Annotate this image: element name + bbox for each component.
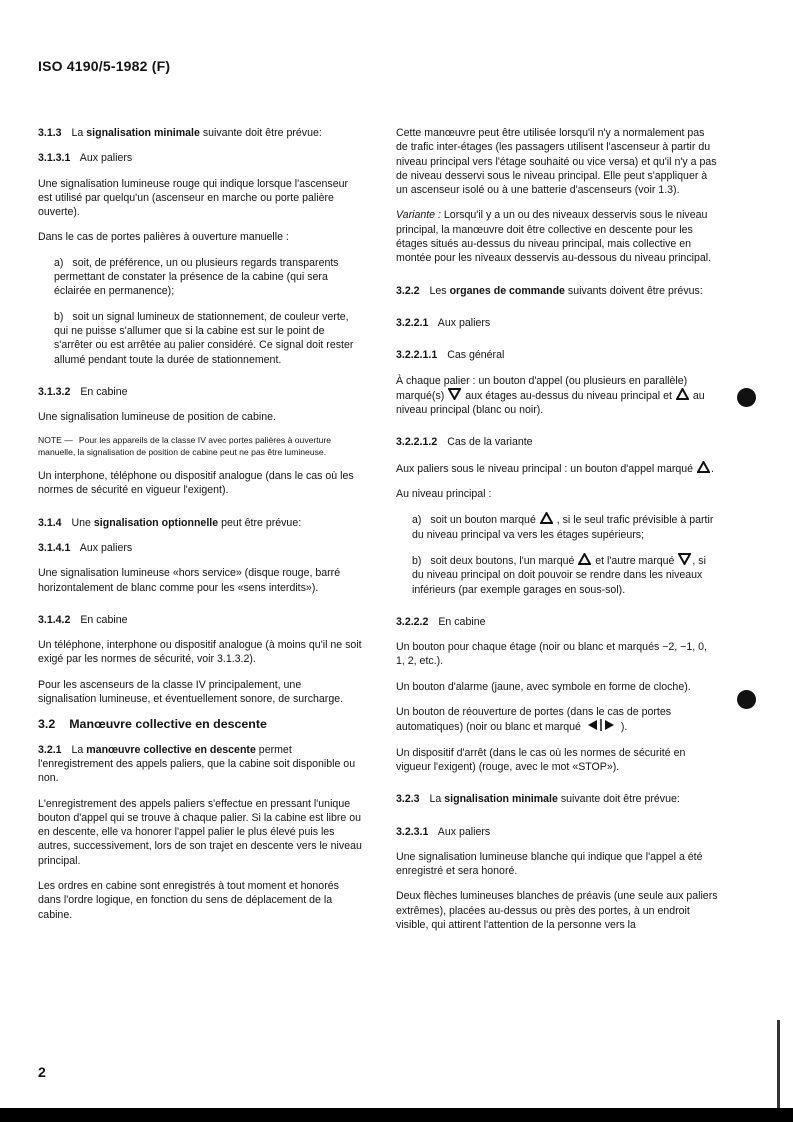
up-triangle-icon bbox=[578, 553, 591, 565]
section-3-1-3-2-heading: 3.1.3.2 En cabine bbox=[38, 385, 128, 398]
paragraph: Aux paliers sous le niveau principal : un bouton d'appel marqué . bbox=[396, 462, 714, 475]
up-triangle-icon bbox=[697, 461, 710, 473]
section-3-2-3-heading: 3.2.3 La signalisation minimale suivante doit être prévue: bbox=[396, 793, 680, 806]
paragraph: Une signalisation lumineuse blanche qui indique que l'appel a été enregistré et sera honoré. bbox=[396, 850, 703, 878]
section-3-2-3-1-heading: 3.2.3.1 Aux paliers bbox=[396, 825, 491, 838]
section-3-2-heading: 3.2 Manœuvre collective en descente bbox=[38, 717, 267, 732]
up-triangle-icon bbox=[676, 388, 689, 400]
section-3-2-2-1-heading: 3.2.2.1 Aux paliers bbox=[396, 316, 491, 329]
paragraph: Un bouton d'alarme (jaune, avec symbole en forme de cloche). bbox=[396, 680, 691, 693]
paragraph: L'enregistrement des appels paliers s'effectue en pressant l'unique bouton d'appel qui se trouve à chaque palier. Si la cabine est libre ou en descente, elle va honorer l'appel palier le plus élevé puis les autres, successivement, lors de son trajet en descente vers le niveau principal. bbox=[38, 797, 362, 867]
paragraph: Un téléphone, interphone ou dispositif analogue (à moins qu'il ne soit exigé par les normes de sécurité, voir 3.1.3.2). bbox=[38, 639, 362, 666]
paragraph: Une signalisation lumineuse de position de cabine. bbox=[38, 411, 276, 424]
door-reopen-icon bbox=[585, 719, 617, 731]
paragraph: Dans le cas de portes palières à ouverture manuelle : bbox=[38, 231, 289, 244]
section-3-2-1-paragraph: 3.2.1 La manœuvre collective en descente permet l'enregistrement des appels paliers, que la cabine soit disponible ou non. bbox=[38, 743, 356, 785]
paragraph: À chaque palier : un bouton d'appel (ou plusieurs en parallèle) marqué(s) aux étages au-dessus du niveau principal et au niveau principal (blanc ou noir). bbox=[396, 374, 705, 417]
list-item-b: b) soit un signal lumineux de stationnement, de couleur verte, qui ne puisse s'allumer que si la cabine est sur le point de s'arrêter ou est arrêtée au palier considéré. Ce signal doit rester allumé pendant toute la durée de stationnement. bbox=[54, 310, 354, 366]
scan-edge bbox=[777, 1020, 780, 1110]
section-3-1-4-1-heading: 3.1.4.1 Aux paliers bbox=[38, 541, 133, 554]
paragraph: Un bouton pour chaque étage (noir ou blanc et marqués −2, −1, 0, 1, 2, etc.). bbox=[396, 641, 707, 668]
section-3-2-2-1-2-heading: 3.2.2.1.2 Cas de la variante bbox=[396, 436, 533, 449]
paragraph: Un interphone, téléphone ou dispositif analogue (dans le cas où les normes de sécurité en vigueur l'exigent). bbox=[38, 470, 354, 497]
list-item-a: a) soit, de préférence, un ou plusieurs regards transparents permettant de constater la présence de la cabine (qui sera éclairée en permanence); bbox=[54, 256, 339, 298]
paragraph: Pour les ascenseurs de la classe IV principalement, une signalisation lumineuse, et éventuellement sonore, de surcharge. bbox=[38, 678, 344, 706]
margin-bullet-icon bbox=[737, 388, 756, 407]
section-3-1-4-2-heading: 3.1.4.2 En cabine bbox=[38, 613, 128, 626]
up-triangle-icon bbox=[540, 512, 553, 524]
document-id: ISO 4190/5-1982 (F) bbox=[38, 58, 171, 74]
paragraph: Les ordres en cabine sont enregistrés à tout moment et honorés dans l'ordre logique, en fonction du sens de déplacement de la cabine. bbox=[38, 879, 339, 921]
left-column bbox=[38, 126, 362, 933]
list-item-a: a) soit un bouton marqué , si le seul trafic prévisible à partir du niveau principal va vers les étages supérieurs; bbox=[412, 514, 714, 541]
down-triangle-icon bbox=[678, 553, 691, 565]
paragraph: Une signalisation lumineuse «hors service» (disque rouge, barré horizontalement de blanc comme pour les «sens interdits»). bbox=[38, 567, 341, 594]
margin-bullet-icon bbox=[737, 690, 756, 709]
right-column bbox=[396, 126, 718, 943]
section-3-2-2-heading: 3.2.2 Les organes de commande suivants doivent être prévus: bbox=[396, 284, 703, 297]
paragraph: Une signalisation lumineuse rouge qui indique lorsque l'ascenseur est utilisé par quelqu'un (ascenseur en marche ou porte palière ouverte). bbox=[38, 177, 349, 219]
paragraph: Un bouton de réouverture de portes (dans le cas de portes automatiques) (noir ou blanc et marqué ). bbox=[396, 706, 672, 734]
section-3-1-4-heading: 3.1.4 Une signalisation optionnelle peut être prévue: bbox=[38, 516, 302, 529]
paragraph: Au niveau principal : bbox=[396, 488, 492, 501]
paragraph: Cette manœuvre peut être utilisée lorsqu'il n'y a normalement pas de trafic inter-étages (les passagers utilisent l'ascenseur à partir du niveau principal vers l'étage souhaité ou vice versa) et qu'il n'y a pas de niveau desservi sous le niveau principal. Elle peut s'appliquer à un ascenseur isolé ou à une batterie d'ascenseurs (voir 1.3). bbox=[396, 127, 717, 197]
variante-paragraph: Variante : Lorsqu'il y a un ou des niveaux desservis sous le niveau principal, la manœuvre doit être collective en descente pour les étages situés au-dessus du niveau principal, mais collective en montée pour les niveaux desservis au-dessous du niveau principal. bbox=[396, 209, 712, 265]
paragraph: Un dispositif d'arrêt (dans le cas où les normes de sécurité en vigueur l'exigent) (rouge, avec le mot «STOP»). bbox=[396, 746, 686, 773]
note: NOTE — Pour les appareils de la classe IV avec portes palières à ouverture manuelle, la signalisation de position de cabine peut ne pas être lumineuse. bbox=[38, 435, 332, 457]
section-3-2-2-1-1-heading: 3.2.2.1.1 Cas général bbox=[396, 349, 505, 362]
section-3-1-3-1-heading: 3.1.3.1 Aux paliers bbox=[38, 152, 133, 165]
section-3-2-2-2-heading: 3.2.2.2 En cabine bbox=[396, 615, 486, 628]
list-item-b: b) soit deux boutons, l'un marqué et l'autre marqué , si du niveau principal on doit pouvoir se rendre dans les niveaux inférieurs (par exemple garages en sous-sol). bbox=[412, 554, 706, 596]
section-3-1-3-heading: 3.1.3 La signalisation minimale suivante doit être prévue: bbox=[38, 127, 322, 139]
scan-footer-bar bbox=[0, 1108, 793, 1122]
page-number: 2 bbox=[38, 1064, 46, 1080]
paragraph: Deux flèches lumineuses blanches de préavis (une seule aux paliers extrêmes), placées au-dessus ou près des portes, à un endroit visible, qui attirent l'attention de la personne vers la bbox=[396, 890, 718, 931]
down-triangle-icon bbox=[448, 388, 461, 400]
